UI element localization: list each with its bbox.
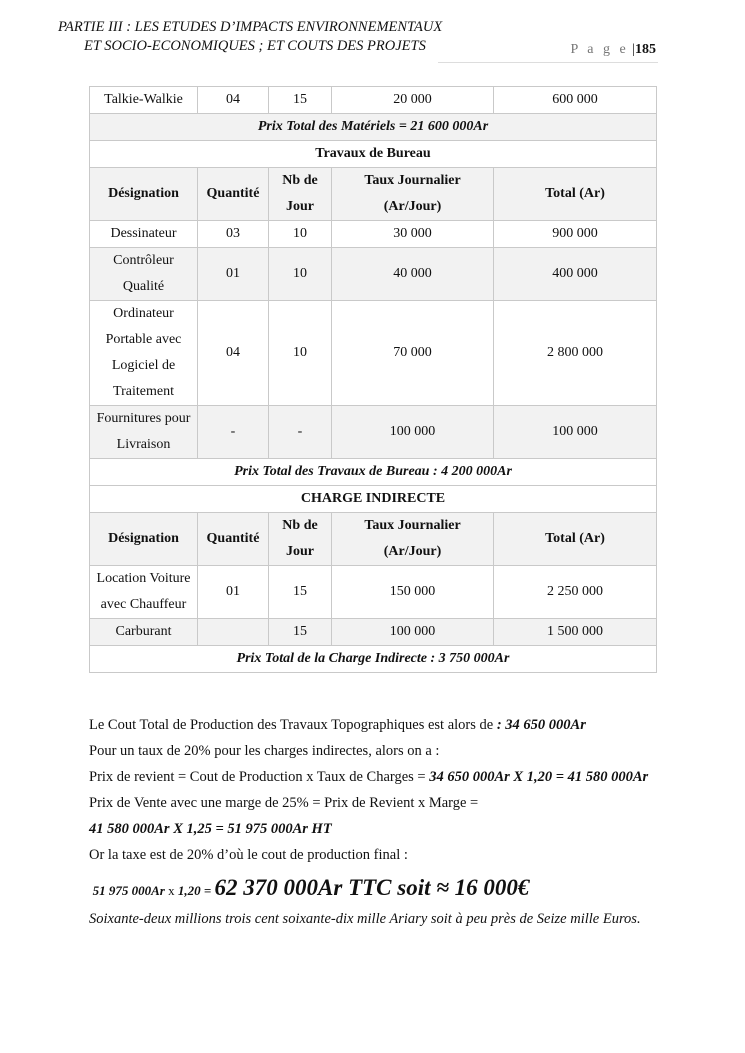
- col-header-rate: Taux Journalier (Ar/Jour): [332, 513, 494, 566]
- col-header-total: Total (Ar): [494, 513, 657, 566]
- col-header-quantity: Quantité: [198, 513, 269, 566]
- final-rate: 1,20 =: [177, 883, 215, 898]
- cell-days: 10: [269, 248, 332, 301]
- page-label: P a g e: [570, 42, 629, 57]
- cost-table: [89, 86, 657, 673]
- chapter-title-line1: PARTIE III : LES ETUDES D’IMPACTS ENVIRONNEMENTAUX: [58, 19, 443, 35]
- cell-quantity: 03: [198, 221, 269, 248]
- cell-days: 10: [269, 221, 332, 248]
- header-row: [90, 168, 657, 221]
- cell-days: 15: [269, 566, 332, 619]
- header-row: [90, 513, 657, 566]
- col-header-total: Total (Ar): [494, 168, 657, 221]
- table-row: [90, 87, 657, 114]
- chapter-title-line2: ET SOCIO-ECONOMIQUES ; ET COUTS DES PROJETS: [84, 38, 426, 54]
- office-section-title: Travaux de Bureau: [90, 141, 657, 168]
- calculation-text: [89, 712, 669, 932]
- production-cost-text: Le Cout Total de Production des Travaux Topographiques est alors de: [89, 717, 497, 733]
- indirect-total: Prix Total de la Charge Indirecte : 3 750 000Ar: [90, 646, 657, 673]
- final-cost-value: 62 370 000Ar TTC soit ≈ 16 000€: [214, 875, 530, 900]
- page-separator: |: [632, 42, 635, 57]
- cell-designation: Location Voiture avec Chauffeur: [90, 566, 198, 619]
- cell-designation: Contrôleur Qualité: [90, 248, 198, 301]
- cell-total: 600 000: [494, 87, 657, 114]
- cell-rate: 100 000: [332, 406, 494, 459]
- cell-quantity: 04: [198, 87, 269, 114]
- table-row: [90, 619, 657, 646]
- table-row: [90, 566, 657, 619]
- charges-rate-line: Pour un taux de 20% pour les charges indirectes, alors on a :: [89, 743, 440, 759]
- cell-total: 400 000: [494, 248, 657, 301]
- cell-quantity: [198, 619, 269, 646]
- section-row: [90, 141, 657, 168]
- chapter-title: [58, 18, 658, 56]
- cell-total: 1 500 000: [494, 619, 657, 646]
- table-row: [90, 406, 657, 459]
- sale-price-value: 41 580 000Ar X 1,25 = 51 975 000Ar HT: [89, 821, 332, 837]
- col-header-days: Nb de Jour: [269, 513, 332, 566]
- cell-days: 15: [269, 619, 332, 646]
- cell-quantity: -: [198, 406, 269, 459]
- final-base-value: 51 975 000Ar: [92, 883, 165, 898]
- cell-quantity: 01: [198, 566, 269, 619]
- col-header-quantity: Quantité: [198, 168, 269, 221]
- cell-total: 2 250 000: [494, 566, 657, 619]
- section-row: [90, 486, 657, 513]
- table-row: [90, 248, 657, 301]
- cell-rate: 20 000: [332, 87, 494, 114]
- cell-rate: 150 000: [332, 566, 494, 619]
- cost-price-text: Prix de revient = Cout de Production x Taux de Charges =: [89, 769, 430, 785]
- sale-price-line: Prix de Vente avec une marge de 25% = Prix de Revient x Marge =: [89, 795, 479, 811]
- cell-rate: 30 000: [332, 221, 494, 248]
- cell-quantity: 04: [198, 301, 269, 406]
- production-cost-value: : 34 650 000Ar: [496, 717, 586, 733]
- cell-days: 15: [269, 87, 332, 114]
- final-cost-line: [89, 870, 669, 906]
- page-number: [570, 42, 656, 58]
- tax-line: Or la taxe est de 20% d’où le cout de production final :: [89, 847, 408, 863]
- cell-designation: Carburant: [90, 619, 198, 646]
- total-row: [90, 114, 657, 141]
- materials-total: Prix Total des Matériels = 21 600 000Ar: [90, 114, 657, 141]
- table-row: [90, 301, 657, 406]
- production-cost-line: [89, 712, 669, 738]
- cell-quantity: 01: [198, 248, 269, 301]
- cost-price-line: [89, 764, 669, 790]
- cell-rate: 40 000: [332, 248, 494, 301]
- final-multiply: x: [164, 883, 178, 898]
- amount-in-words: Soixante-deux millions trois cent soixante-dix mille Ariary soit à peu près de Seize mille Euros.: [89, 911, 641, 927]
- col-header-rate: Taux Journalier (Ar/Jour): [332, 168, 494, 221]
- page-header: [58, 18, 658, 64]
- header-rule: [438, 62, 658, 63]
- total-row: [90, 459, 657, 486]
- total-row: [90, 646, 657, 673]
- col-header-designation: Désignation: [90, 513, 198, 566]
- cell-total: 100 000: [494, 406, 657, 459]
- cell-days: 10: [269, 301, 332, 406]
- page-number-value: 185: [635, 42, 656, 57]
- col-header-days: Nb de Jour: [269, 168, 332, 221]
- indirect-section-title: CHARGE INDIRECTE: [90, 486, 657, 513]
- cell-designation: Fournitures pour Livraison: [90, 406, 198, 459]
- cell-rate: 70 000: [332, 301, 494, 406]
- col-header-designation: Désignation: [90, 168, 198, 221]
- cost-price-value: 34 650 000Ar X 1,20 = 41 580 000Ar: [429, 769, 649, 785]
- cell-total: 900 000: [494, 221, 657, 248]
- cell-total: 2 800 000: [494, 301, 657, 406]
- cell-designation: Talkie-Walkie: [90, 87, 198, 114]
- cell-designation: Dessinateur: [90, 221, 198, 248]
- office-total: Prix Total des Travaux de Bureau : 4 200 000Ar: [90, 459, 657, 486]
- cell-rate: 100 000: [332, 619, 494, 646]
- cell-days: -: [269, 406, 332, 459]
- cell-designation: Ordinateur Portable avec Logiciel de Traitement: [90, 301, 198, 406]
- table-row: [90, 221, 657, 248]
